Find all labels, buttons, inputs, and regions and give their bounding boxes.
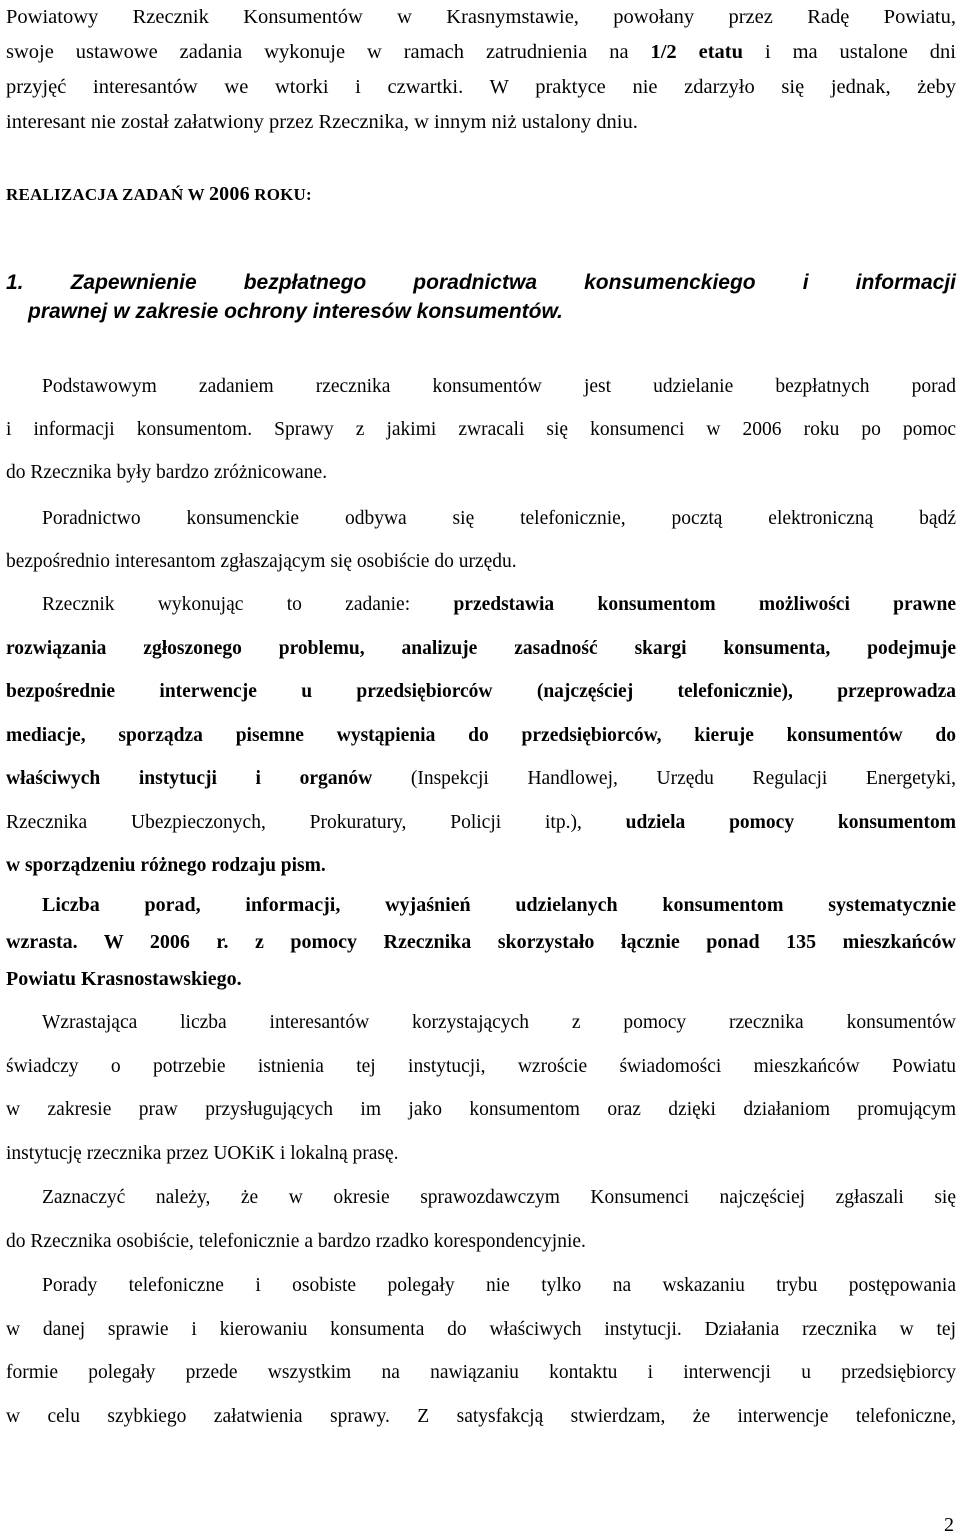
text-line: Powiatu Krasnostawskiego.: [6, 968, 242, 990]
section-heading: [6, 179, 956, 210]
section-heading-text: ROKU:: [249, 185, 312, 204]
text-line: w celu szybkiego załatwienia sprawy. Z satysfakcją stwierdzam, że interwencje telefoniczne,: [6, 1405, 956, 1427]
text-line: wzrasta. W 2006 r. z pomocy Rzecznika skorzystało łącznie ponad 135 mieszkańców: [6, 931, 956, 953]
text-line: [6, 801, 956, 845]
text-line: rozwiązania zgłoszonego problemu, analizuje zasadność skargi konsumenta, podejmuje: [6, 637, 956, 659]
intro-paragraph: [6, 0, 956, 140]
text-line: [6, 757, 956, 801]
text-run-bold: właściwych instytucji i organów: [6, 768, 373, 789]
text-line: przyjęć interesantów we wtorki i czwartki. W praktyce nie zdarzyło się jednak, żeby: [6, 76, 956, 98]
subsection-heading: [6, 268, 956, 326]
text-line: [6, 583, 956, 627]
text-line: mediacje, sporządza pisemne wystąpienia do przedsiębiorców, kieruje konsumentów do: [6, 724, 956, 746]
text-run-bold: udziela pomocy konsumentom: [625, 811, 956, 833]
paragraph-podstawowym: [6, 365, 956, 494]
text-line: Wzrastająca liczba interesantów korzystających z pomocy rzecznika konsumentów: [42, 1012, 956, 1033]
text-run-bold: 1/2 etatu: [650, 41, 744, 63]
text-line: do Rzecznika były bardzo zróżnicowane.: [6, 462, 328, 483]
text-line: do Rzecznika osobiście, telefonicznie a bardzo rzadko korespondencyjnie.: [6, 1230, 586, 1252]
text-run: i ma ustalone dni: [743, 41, 956, 63]
text-run: Rzecznik wykonując to zadanie:: [42, 594, 454, 615]
text-line: instytucję rzecznika przez UOKiK i lokalną prasę.: [6, 1142, 399, 1164]
text-line: w danej sprawie i kierowaniu konsumenta do właściwych instytucji. Działania rzecznika w tej: [6, 1318, 956, 1340]
text-line: bezpośrednio interesantom zgłaszającym się osobiście do urzędu.: [6, 551, 517, 572]
text-line: [6, 35, 956, 70]
text-line: interesant nie został załatwiony przez Rzecznika, w innym niż ustalony dniu.: [6, 111, 638, 133]
text-line: Zaznaczyć należy, że w okresie sprawozdawczym Konsumenci najczęściej zgłaszali się: [42, 1187, 956, 1208]
paragraph-porady: [6, 1264, 956, 1438]
paragraph-wzrastajaca: [6, 1001, 956, 1175]
text-line: Poradnictwo konsumenckie odbywa się telefonicznie, pocztą elektroniczną bądź: [42, 508, 956, 529]
text-run: swoje ustawowe zadania wykonuje w ramach zatrudnienia na: [6, 41, 651, 63]
section-heading-text: REALIZACJA ZADAŃ W: [6, 185, 209, 204]
heading-line: prawnej w zakresie ochrony interesów konsumentów.: [28, 300, 563, 323]
text-line: bezpośrednie interwencje u przedsiębiorców (najczęściej telefonicznie), przeprowadza: [6, 681, 956, 702]
text-line: i informacji konsumentom. Sprawy z jakimi zwracali się konsumenci w 2006 roku po pomoc: [6, 419, 956, 440]
text-line: w zakresie praw przysługujących im jako konsumentom oraz dzięki działaniom promującym: [6, 1099, 956, 1120]
text-line: [6, 179, 956, 210]
text-run: (Inspekcji Handlowej, Urzędu Regulacji Energetyki,: [372, 768, 957, 789]
text-run: Rzecznika Ubezpieczonych, Prokuratury, Policji itp.),: [6, 811, 626, 833]
heading-line: 1. Zapewnienie bezpłatnego poradnictwa konsumenckiego i informacji: [6, 271, 956, 294]
text-line: świadczy o potrzebie istnienia tej instytucji, wzroście świadomości mieszkańców Powiatu: [6, 1055, 956, 1077]
text-line: Porady telefoniczne i osobiste polegały nie tylko na wskazaniu trybu postępowania: [42, 1275, 956, 1296]
paragraph-zaznaczyc: [6, 1176, 956, 1263]
page-number: 2: [944, 1514, 954, 1536]
text-line: Liczba porad, informacji, wyjaśnień udzielanych konsumentom systematycznie: [42, 894, 956, 916]
section-heading-year: 2006: [208, 183, 250, 205]
text-line: Podstawowym zadaniem rzecznika konsumentów jest udzielanie bezpłatnych porad: [42, 376, 956, 397]
text-line: formie polegały przede wszystkim na nawiązaniu kontaktu i interwencji u przedsiębiorcy: [6, 1362, 956, 1383]
text-line: Powiatowy Rzecznik Konsumentów w Krasnymstawie, powołany przez Radę Powiatu,: [6, 6, 956, 28]
paragraph-poradnictwo: [6, 497, 956, 583]
paragraph-liczba: [6, 887, 956, 998]
text-line: w sporządzeniu różnego rodzaju pism.: [6, 855, 326, 876]
paragraph-rzecznik: [6, 583, 956, 888]
text-run-bold: przedstawia konsumentom możliwości prawne: [453, 594, 956, 615]
